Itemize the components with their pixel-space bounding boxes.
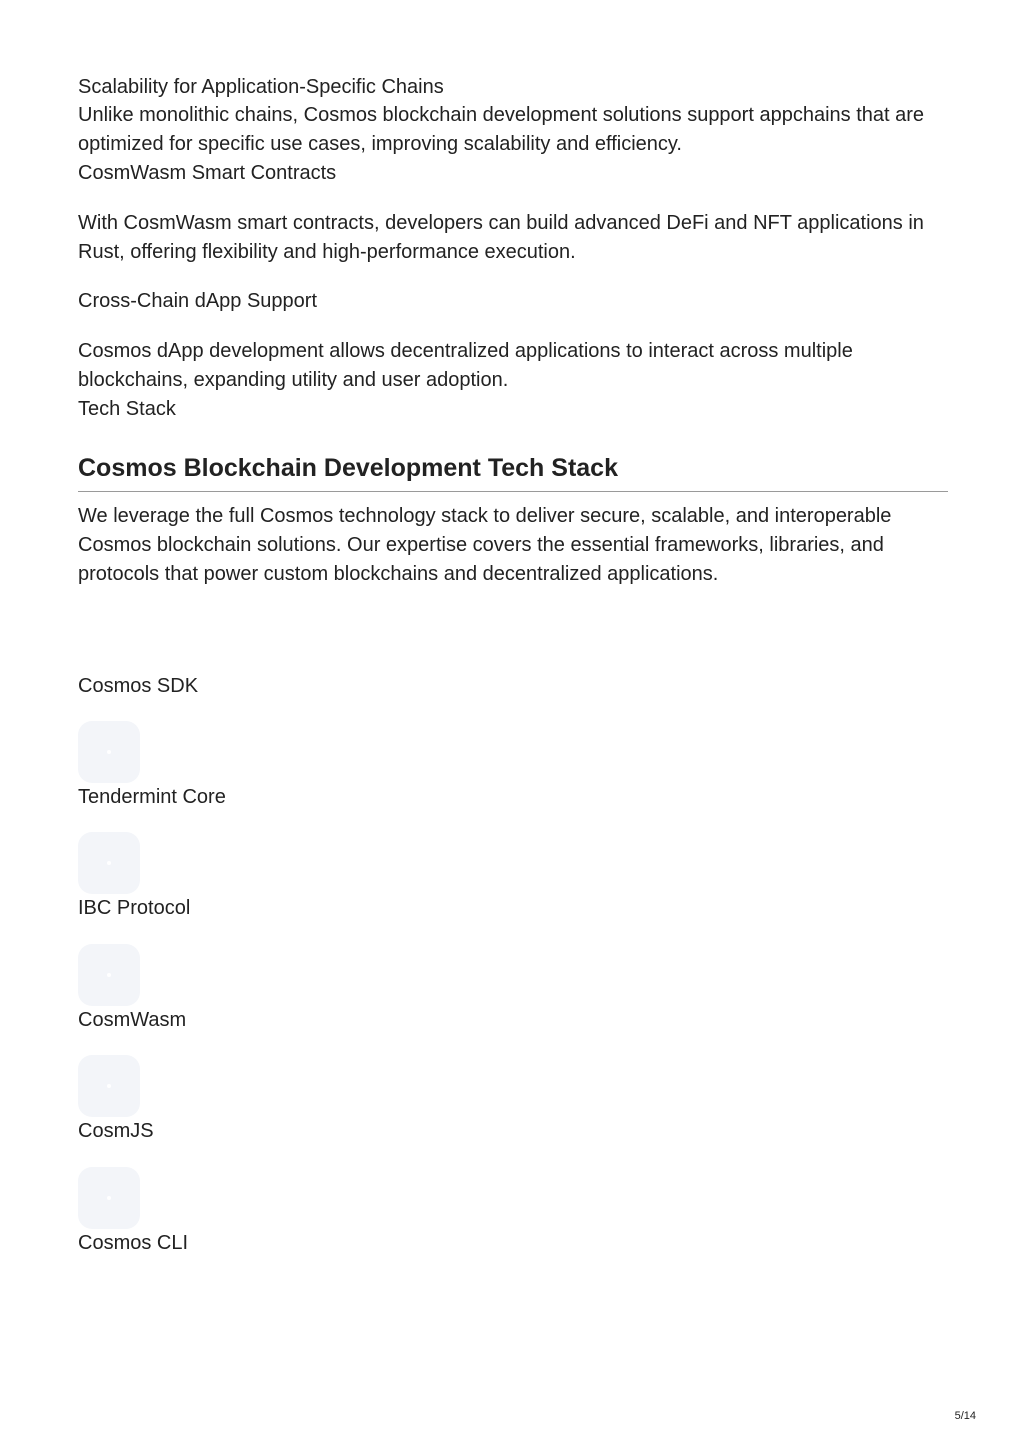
crosschain-text: Cosmos dApp development allows decentralized applications to interact across multiple blockchains, expanding utility and user adoption. <box>78 340 853 391</box>
tech-item-label: Tendermint Core <box>78 786 226 808</box>
crosschain-title: Cross-Chain dApp Support <box>78 290 318 312</box>
tech-stack-label: Tech Stack <box>78 398 176 420</box>
tech-logo-icon <box>78 944 140 1006</box>
tech-item-label: Cosmos SDK <box>78 675 199 697</box>
cosmwasm-title: CosmWasm Smart Contracts <box>78 162 337 184</box>
tech-item-label: Cosmos CLI <box>78 1232 189 1254</box>
scalability-title: Scalability for Application-Specific Chains <box>78 76 444 98</box>
tech-logo-icon <box>78 832 140 894</box>
tech-item-label: CosmWasm <box>78 1009 187 1031</box>
tech-logo-icon <box>78 1055 140 1117</box>
heading-divider <box>78 491 948 492</box>
scalability-text: Unlike monolithic chains, Cosmos blockchain development solutions support appchains that are optimized for specific use cases, improving scalability and efficiency. <box>78 104 925 155</box>
tech-item-label: IBC Protocol <box>78 897 191 919</box>
tech-logo-icon <box>78 721 140 783</box>
cosmwasm-text: With CosmWasm smart contracts, developers can build advanced DeFi and NFT applications in Rust, offering flexibility and high-performance execution. <box>78 212 924 263</box>
tech-item-label: CosmJS <box>78 1120 154 1142</box>
tech-stack-intro: We leverage the full Cosmos technology stack to deliver secure, scalable, and interoperable Cosmos blockchain solutions. Our expertise covers the essential frameworks, libraries, and protocols that power custom blockchains and decentralized applications. <box>78 505 892 585</box>
tech-stack-heading: Cosmos Blockchain Development Tech Stack <box>78 454 618 482</box>
tech-logo-icon <box>78 1167 140 1229</box>
page-number: 5/14 <box>954 1410 976 1422</box>
